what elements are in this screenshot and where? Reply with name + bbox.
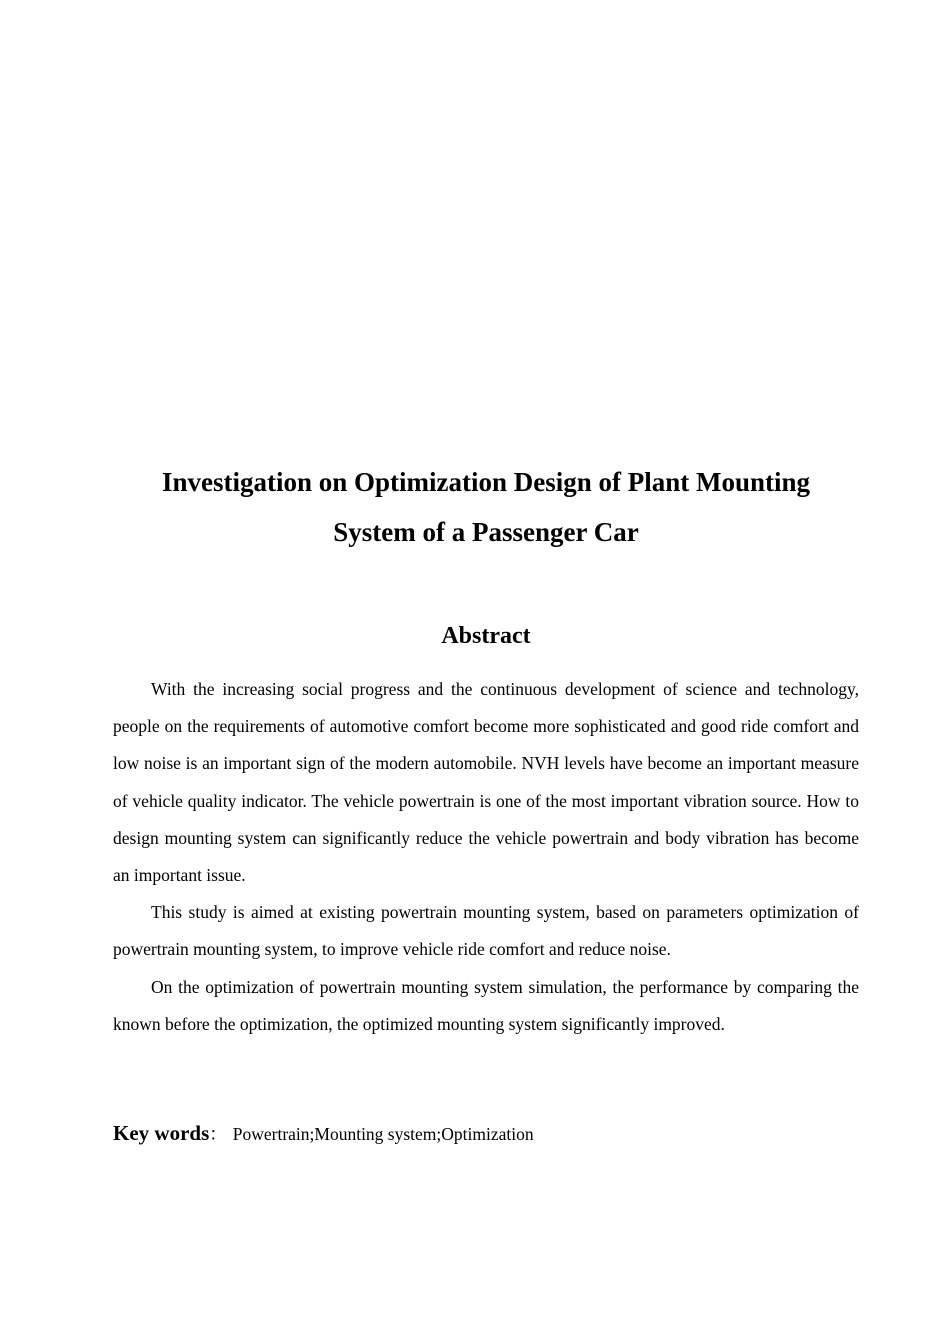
title-line-2: System of a Passenger Car bbox=[333, 517, 639, 547]
keywords-separator: ： bbox=[209, 1124, 227, 1144]
keywords-value: Powertrain;Mounting system;Optimization bbox=[232, 1124, 534, 1144]
keywords-label: Key words bbox=[113, 1121, 210, 1145]
abstract-paragraph: This study is aimed at existing powertrain mounting system, based on parameters optimization of powertrain mounting system, to improve vehicle ride comfort and reduce noise. bbox=[113, 902, 859, 960]
abstract-paragraph: On the optimization of powertrain mounting system simulation, the performance by comparing the known before the optimization, the optimized mounting system significantly improved. bbox=[113, 976, 859, 1034]
keywords-line bbox=[113, 1115, 859, 1154]
title-line-1: Investigation on Optimization Design of Plant Mounting bbox=[161, 467, 811, 497]
abstract-heading: Abstract bbox=[441, 623, 531, 649]
document-title bbox=[113, 457, 859, 557]
abstract-paragraph: With the increasing social progress and the continuous development of science and technology, people on the requirements of automotive comfort become more sophisticated and good ride comfort and low noise is an important sign of the modern automobile. NVH levels have become an important measure of vehicle quality indicator. The vehicle powertrain is one of the most important vibration source. How to design mounting system can significantly reduce the vehicle powertrain and body vibration has become an important issue. bbox=[113, 679, 859, 886]
abstract-body bbox=[113, 671, 859, 1043]
